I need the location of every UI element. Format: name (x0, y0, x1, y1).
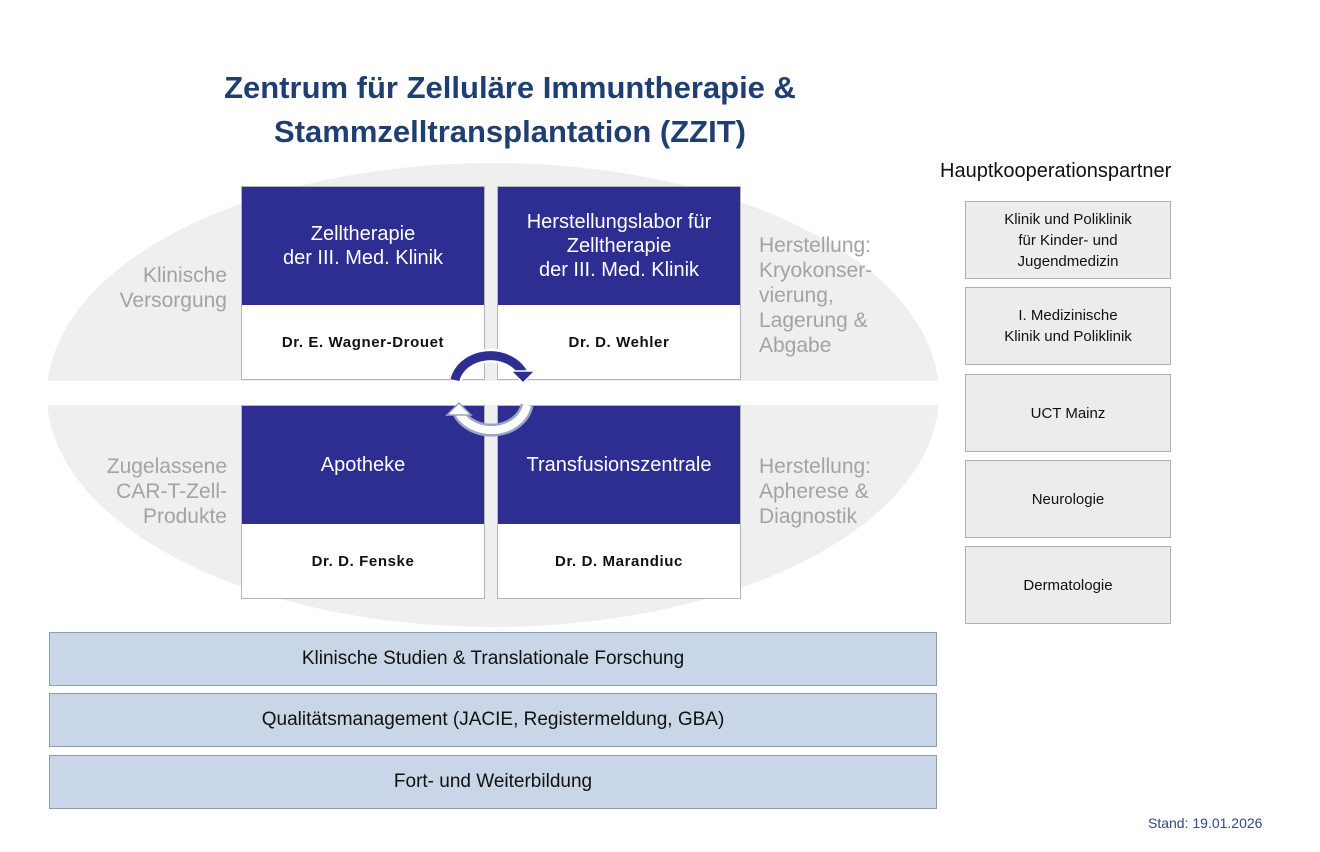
partner-uct-mainz: UCT Mainz (965, 374, 1171, 452)
partner-i-medizinische-klinik: I. Medizinische Klinik und Poliklinik (965, 287, 1171, 365)
partners-title: Hauptkooperationspartner (940, 160, 1172, 182)
label-herstellung-apherese: Herstellung: Apherese & Diagnostik (759, 455, 872, 528)
bar-fort-weiterbildung: Fort- und Weiterbildung (49, 755, 937, 809)
label-herstellung-kryo: Herstellung: Kryokonser- vierung, Lagerung & Abgabe (759, 234, 873, 357)
label-car-t-produkte: Zugelassene CAR-T-Zell- Produkte (106, 455, 227, 528)
partner-kinder-jugendmedizin: Klinik und Poliklinik für Kinder- und Jugendmedizin (965, 201, 1171, 279)
unit-person: Dr. E. Wagner-Drouet (281, 333, 445, 351)
circular-arrows-icon (445, 343, 537, 443)
title-line-2: Stammzelltransplantation (ZZIT) (274, 114, 746, 149)
label-klinische-versorgung: Klinische Versorgung (119, 264, 227, 312)
unit-title: Herstellungslabor für Zelltherapie der III. Med. Klinik (498, 187, 740, 305)
bar-qualitaetsmanagement: Qualitätsmanagement (JACIE, Registermeldung, GBA) (49, 693, 937, 747)
page-title (150, 66, 870, 154)
unit-title: Apotheke (242, 406, 484, 524)
bar-klinische-studien: Klinische Studien & Translationale Forschung (49, 632, 937, 686)
title-line-1: Zentrum für Zelluläre Immuntherapie & (224, 70, 796, 105)
unit-title: Zelltherapie der III. Med. Klinik (242, 187, 484, 305)
unit-person: Dr. D. Wehler (568, 333, 670, 351)
unit-person: Dr. D. Marandiuc (555, 552, 683, 570)
unit-person: Dr. D. Fenske (311, 552, 415, 570)
partner-dermatologie: Dermatologie (965, 546, 1171, 624)
stand-date: Stand: 19.01.2026 (1148, 815, 1263, 831)
unit-title: Transfusionszentrale (498, 406, 740, 524)
partner-neurologie: Neurologie (965, 460, 1171, 538)
